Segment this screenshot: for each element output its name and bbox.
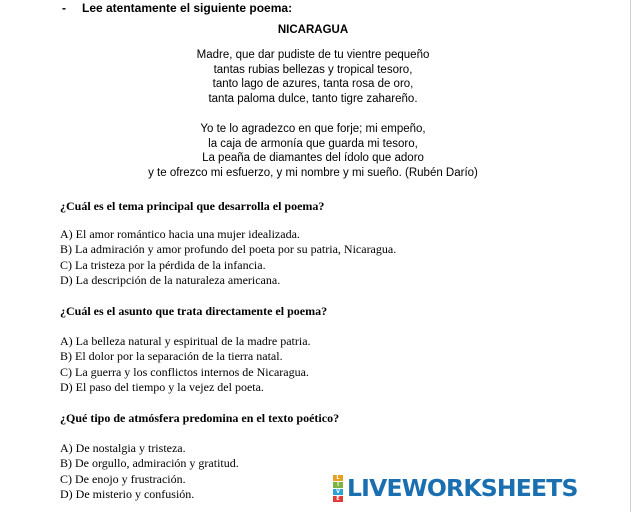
option-b: B) De orgullo, admiración y gratitud. xyxy=(60,456,239,471)
logo-block-l: L xyxy=(333,475,343,481)
question-2-text: ¿Cuál es el asunto que trata directamente el poema? xyxy=(60,304,328,318)
question-3-options xyxy=(60,441,239,502)
poem-line: Yo te lo agradezco en que forje; mi empeño, xyxy=(200,123,426,135)
logo-color-blocks xyxy=(333,475,343,502)
poem-stanza-2 xyxy=(0,122,626,181)
instruction-text: Lee atentamente el siguiente poema: xyxy=(82,1,293,15)
question-1-options xyxy=(60,227,396,288)
poem-stanza-1 xyxy=(0,48,626,107)
option-d: D) De misterio y confusión. xyxy=(60,486,195,501)
option-a: A) De nostalgia y tristeza. xyxy=(60,441,186,455)
option-c: C) La guerra y los conflictos internos de Nicaragua. xyxy=(60,364,309,379)
instruction-line xyxy=(62,1,292,15)
option-b: B) La admiración y amor profundo del poeta por su patria, Nicaragua. xyxy=(60,242,397,257)
option-a: A) El amor romántico hacia una mujer idealizada. xyxy=(60,227,300,241)
question-1-text: ¿Cuál es el tema principal que desarrolla el poema? xyxy=(60,199,325,213)
liveworksheets-logo xyxy=(333,474,578,502)
option-c: C) La tristeza por la pérdida de la infancia. xyxy=(60,257,266,272)
instruction-bullet: - xyxy=(62,1,66,15)
option-d: D) La descripción de la naturaleza americana. xyxy=(60,272,281,287)
logo-block-e: E xyxy=(333,496,343,502)
poem-line: la caja de armonía que guarda mi tesoro, xyxy=(208,137,418,150)
option-d: D) El paso del tiempo y la vejez del poeta. xyxy=(60,379,264,394)
poem-line: La peaña de diamantes del ídolo que adoro xyxy=(202,152,424,165)
poem-line: tanta paloma dulce, tanto tigre zahareño. xyxy=(208,93,418,106)
poem-line: tanto lago de azures, tanta rosa de oro, xyxy=(212,78,414,91)
page-edge-divider xyxy=(630,0,631,512)
poem-title: NICARAGUA xyxy=(277,24,349,36)
option-b: B) El dolor por la separación de la tierra natal. xyxy=(60,349,283,364)
poem-line: Madre, que dar pudiste de tu vientre pequeño xyxy=(196,49,430,61)
question-2-options xyxy=(60,334,311,395)
poem-line: tantas rubias bellezas y tropical tesoro, xyxy=(213,63,413,76)
logo-block-i: I xyxy=(333,482,343,488)
option-a: A) La belleza natural y espiritual de la madre patria. xyxy=(60,334,311,348)
poem-line: y te ofrezco mi esfuerzo, y mi nombre y mi sueño. (Rubén Darío) xyxy=(148,167,478,180)
option-c: C) De enojo y frustración. xyxy=(60,471,186,486)
question-3-text: ¿Qué tipo de atmósfera predomina en el texto poético? xyxy=(60,411,340,425)
logo-block-v: V xyxy=(333,489,343,495)
logo-wordmark: LIVEWORKSHEETS xyxy=(347,474,578,502)
